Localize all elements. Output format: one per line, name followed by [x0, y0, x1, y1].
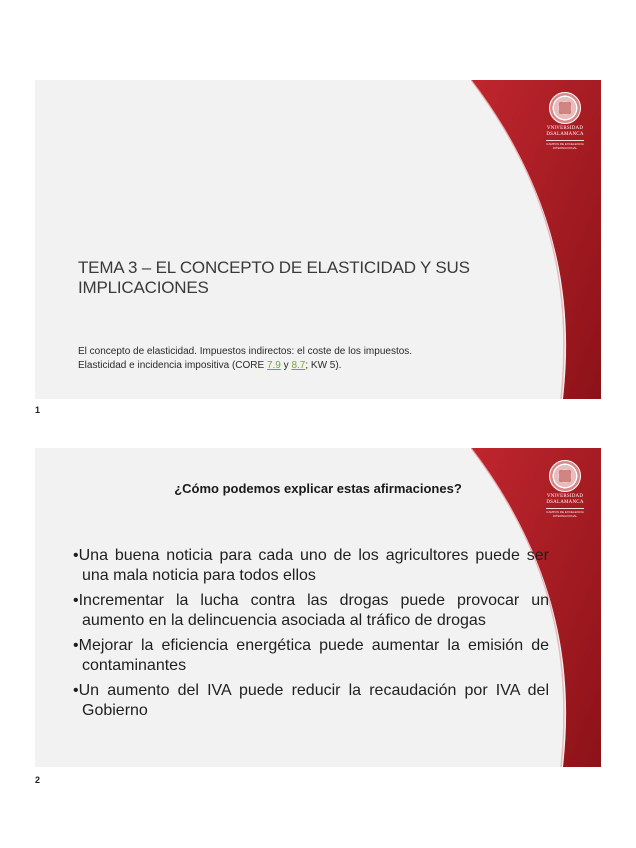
logo-subtitle: CAMPUS DE EXCELENCIA INTERNACIONAL [546, 142, 584, 150]
university-crest-icon [549, 92, 581, 124]
logo-divider [546, 508, 584, 509]
logo-divider [546, 140, 584, 141]
slide-question-title: ¿Cómo podemos explicar estas afirmaciones? [174, 481, 462, 496]
bullet-item: • Una buena noticia para cada uno de los agricultores puede ser una mala noticia para todos ellos [73, 546, 549, 586]
subtitle-line1: El concepto de elasticidad. Impuestos indirectos: el coste de los impuestos. [78, 346, 413, 357]
reference-link-8-7[interactable]: 8.7 [291, 360, 306, 371]
logo-name-line1: VNIVERSIDAD [546, 494, 584, 499]
slide-title: TEMA 3 – EL CONCEPTO DE ELASTICIDAD Y SUS IMPLICACIONES [78, 258, 470, 297]
slide-1 [35, 80, 601, 399]
logo-name-line2: DSALAMANCA [546, 132, 584, 137]
bullet-item: • Incrementar la lucha contra las drogas puede provocar un aumento en la delincuencia asociada al tráfico de drogas [73, 591, 549, 631]
reference-link-7-9[interactable]: 7.9 [266, 360, 281, 371]
bullet-item: • Un aumento del IVA puede reducir la recaudación por IVA del Gobierno [73, 681, 549, 721]
logo-subtitle: CAMPUS DE EXCELENCIA INTERNACIONAL [546, 510, 584, 518]
subtitle-line2-end: ; KW 5). [305, 360, 342, 371]
bullet-item: • Mejorar la eficiencia energética puede aumentar la emisión de contaminantes [73, 636, 549, 676]
slide-2 [35, 448, 601, 767]
logo-name-line2: DSALAMANCA [546, 500, 584, 505]
logo-name-line1: VNIVERSIDAD [546, 126, 584, 131]
subtitle-connector: y [280, 360, 292, 371]
slide-subtitle [78, 345, 558, 373]
slide-number-1: 1 [35, 405, 41, 415]
slide-number-2: 2 [35, 775, 41, 785]
subtitle-line2-text: Elasticidad e incidencia impositiva (CORE [78, 360, 267, 371]
university-logo [542, 92, 588, 150]
subtitle-line2 [78, 359, 558, 373]
bullet-list [73, 546, 549, 726]
